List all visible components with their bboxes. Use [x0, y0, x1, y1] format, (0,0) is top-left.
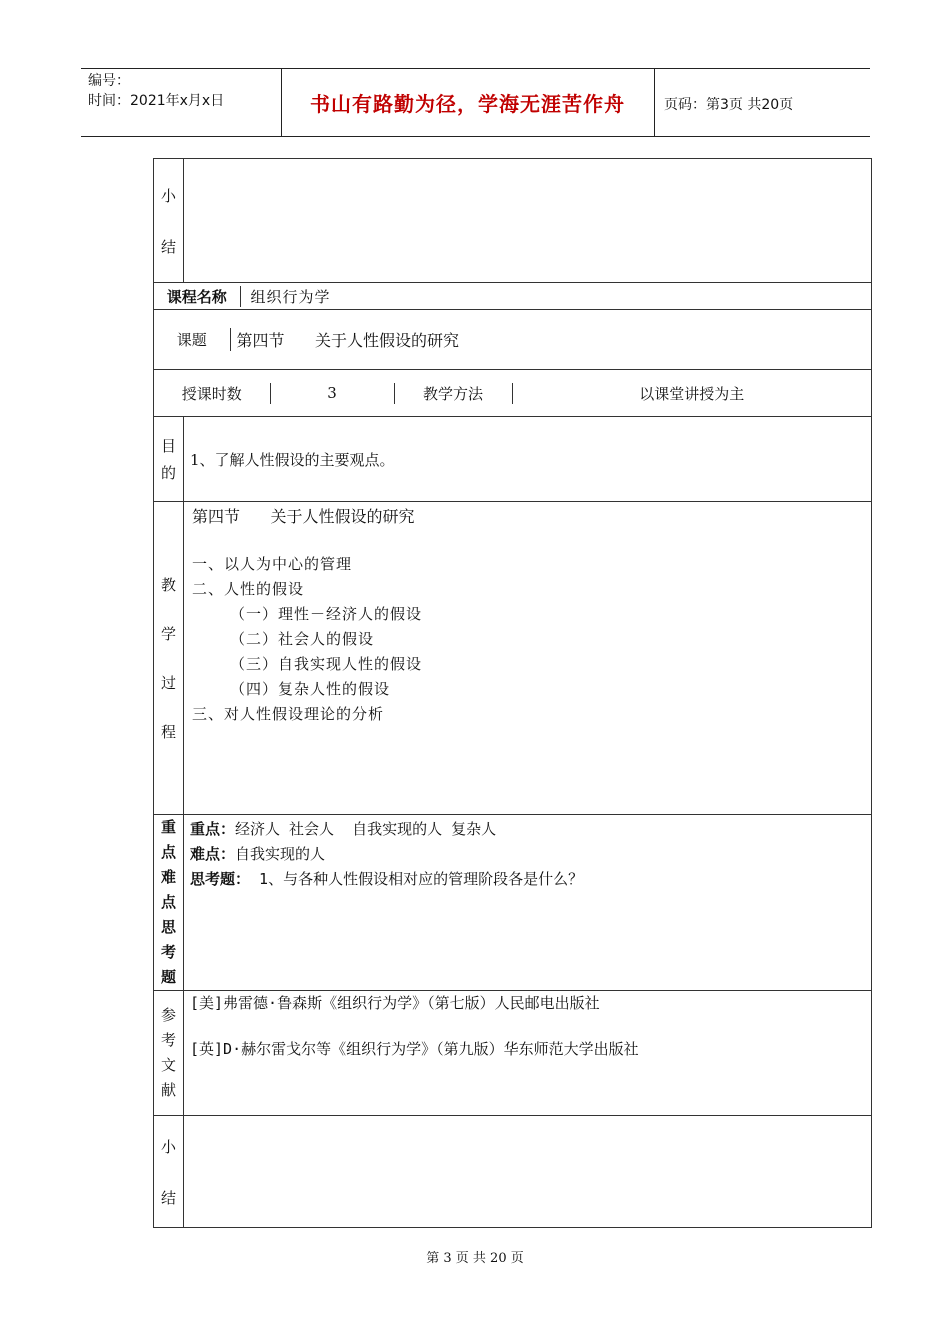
difficult-value: 自我实现的人 [235, 845, 326, 863]
header-top-rule [81, 68, 870, 69]
references-content [184, 991, 872, 1116]
key-points-row [154, 815, 872, 991]
topic-label: 课题 [154, 328, 230, 351]
process-line: 二、人性的假设 [192, 580, 305, 598]
hours-label: 授课时数 [154, 383, 270, 404]
summary-bottom-label: 小 结 [154, 1116, 184, 1228]
process-label: 教 学 过 程 [154, 502, 184, 815]
key-points-label: 重点： [190, 820, 236, 838]
reference-item: [英]D·赫尔雷戈尔等《组织行为学》（第九版）华东师范大学出版社 [190, 1040, 639, 1058]
process-row [154, 502, 872, 815]
course-name-label: 课程名称 [154, 286, 240, 307]
method-value: 以课堂讲授为主 [639, 384, 745, 403]
doc-time-label: 时间：2021年x月x日 [88, 93, 225, 109]
references-label: 参 考 文 献 [154, 991, 184, 1116]
key-points-value: 经济人 社会人 自我实现的人 复杂人 [235, 820, 497, 838]
difficult-label: 难点： [190, 845, 236, 863]
process-line: （四）复杂人性的假设 [230, 680, 391, 698]
doc-number-label: 编号： [88, 73, 130, 89]
references-row [154, 991, 872, 1116]
process-line: （一）理性－经济人的假设 [230, 605, 423, 623]
header-page-code: 页码：第3页 共20页 [664, 97, 794, 113]
hours-value: 3 [270, 383, 394, 404]
process-content [184, 502, 872, 815]
process-line: 一、以人为中心的管理 [192, 555, 353, 573]
lesson-plan-table [153, 158, 872, 1228]
summary-top-row [154, 159, 872, 283]
process-title: 第四节 关于人性假设的研究 [192, 507, 415, 526]
topic-value: 第四节 关于人性假设的研究 [236, 331, 460, 350]
summary-top-content [184, 159, 872, 283]
page-footer: 第 3 页 共 20 页 [426, 1251, 524, 1266]
course-name-value: 组织行为学 [250, 287, 331, 306]
key-points-content [184, 815, 872, 991]
header-motto: 书山有路勤为径，学海无涯苦作舟 [310, 92, 625, 116]
header-divider [654, 68, 655, 136]
reference-item: [美]弗雷德·鲁森斯《组织行为学》（第七版）人民邮电出版社 [190, 994, 600, 1012]
method-label: 教学方法 [394, 383, 512, 404]
process-line: （三）自我实现人性的假设 [230, 655, 423, 673]
summary-bottom-content [184, 1116, 872, 1228]
key-points-vlabel: 重 点 难 点 思 考 题 [154, 815, 184, 991]
process-line: 三、对人性假设理论的分析 [192, 705, 385, 723]
purpose-row [154, 417, 872, 502]
header-bottom-rule [81, 136, 870, 137]
purpose-label: 目 的 [154, 417, 184, 502]
summary-bottom-row [154, 1116, 872, 1228]
topic-row [154, 310, 872, 370]
question-label: 思考题： [190, 870, 251, 888]
summary-top-label: 小 结 [154, 159, 184, 283]
question-value: 1、与各种人性假设相对应的管理阶段各是什么？ [250, 870, 584, 888]
process-line: （二）社会人的假设 [230, 630, 375, 648]
course-name-row [154, 283, 872, 310]
purpose-value: 1、了解人性假设的主要观点。 [184, 417, 872, 502]
hours-method-row [154, 370, 872, 417]
